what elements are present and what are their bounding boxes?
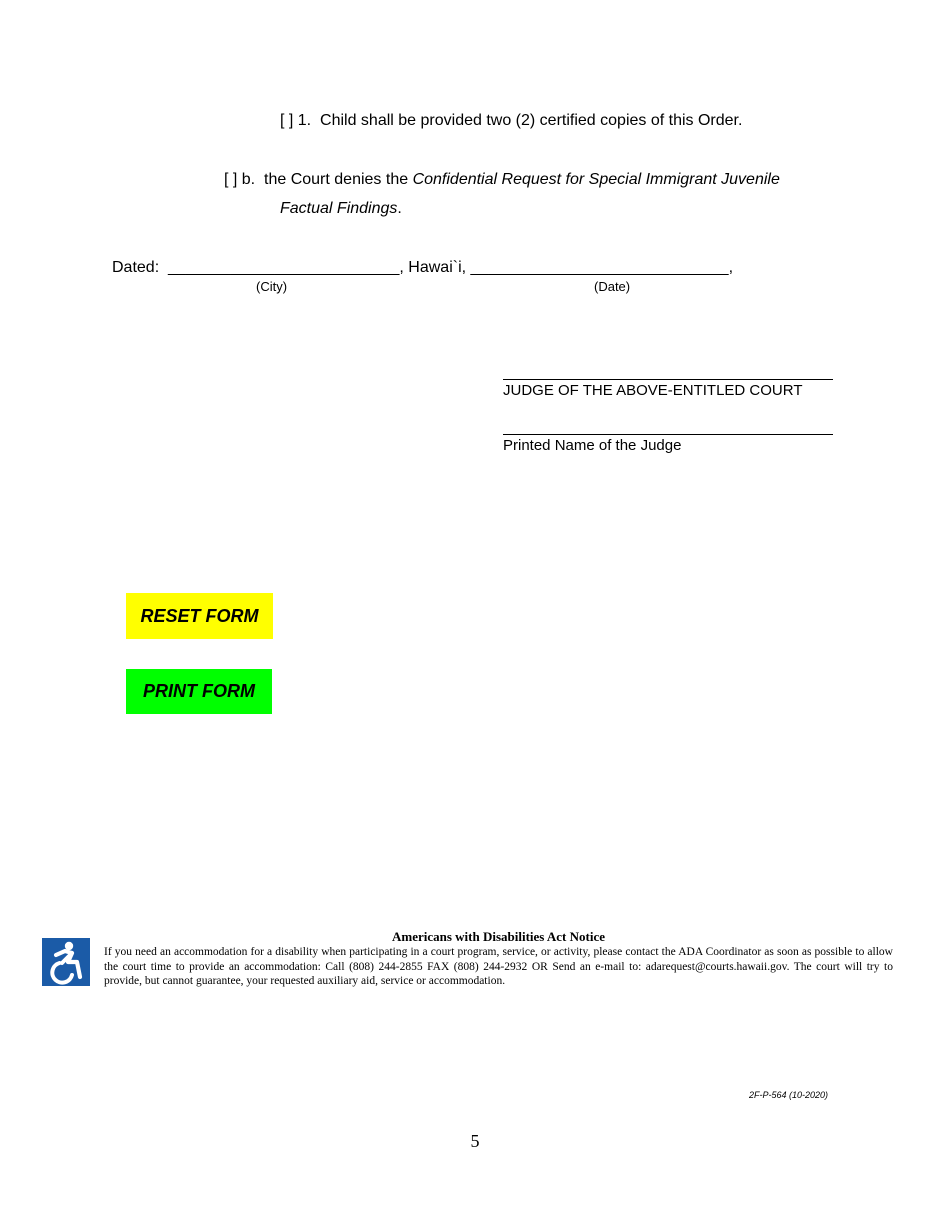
dated-label: Dated:	[112, 259, 160, 276]
item-b-suffix: .	[397, 200, 402, 217]
dated-end: ,	[728, 259, 734, 276]
judge-signature-line[interactable]	[503, 379, 833, 380]
page-number: 5	[470, 1131, 480, 1151]
checkbox-item-b[interactable]: [ ] b.	[224, 171, 256, 188]
order-item-b-continued	[280, 200, 402, 218]
judge-printed-name-line[interactable]	[503, 434, 833, 435]
dated-line	[112, 259, 733, 277]
form-number: 2F-P-564 (10-2020)	[748, 1090, 828, 1100]
item-b-italic-line1: Confidential Request for Special Immigrant Juvenile	[412, 171, 780, 188]
item-b-prefix: the Court denies the	[264, 171, 413, 188]
date-field[interactable]: _____________________________	[470, 259, 729, 276]
state-separator: , Hawai`i,	[399, 259, 471, 276]
judge-printed-name-label: Printed Name of the Judge	[503, 437, 682, 454]
item-b-italic-line2: Factual Findings	[280, 200, 398, 217]
order-item-1	[280, 112, 742, 130]
ada-notice-title: Americans with Disabilities Act Notice	[391, 929, 606, 944]
item-1-text: Child shall be provided two (2) certified copies of this Order.	[320, 112, 743, 129]
order-item-b	[224, 171, 780, 189]
ada-notice-body: If you need an accommodation for a disability when participating in a court program, service, or activity, please contact the ADA Coordinator as soon as possible to allow the court time to provide an accommodation: Call (808) 244-2855 FAX (808) 244-2932 OR Send an e-mail to: adarequest@courts.hawaii.gov. The court will try to provide, but cannot guarantee, your requested auxiliary aid, service or accommodation.	[104, 946, 893, 987]
city-field[interactable]: __________________________	[168, 259, 400, 276]
judge-signature-label: JUDGE OF THE ABOVE-ENTITLED COURT	[503, 382, 803, 399]
accessibility-icon	[42, 938, 90, 986]
reset-form-button[interactable]: RESET FORM	[126, 593, 273, 639]
city-caption: (City)	[256, 279, 288, 294]
checkbox-item-1[interactable]: [ ] 1.	[280, 112, 312, 129]
date-caption: (Date)	[594, 279, 631, 294]
print-form-button[interactable]: PRINT FORM	[126, 669, 272, 714]
